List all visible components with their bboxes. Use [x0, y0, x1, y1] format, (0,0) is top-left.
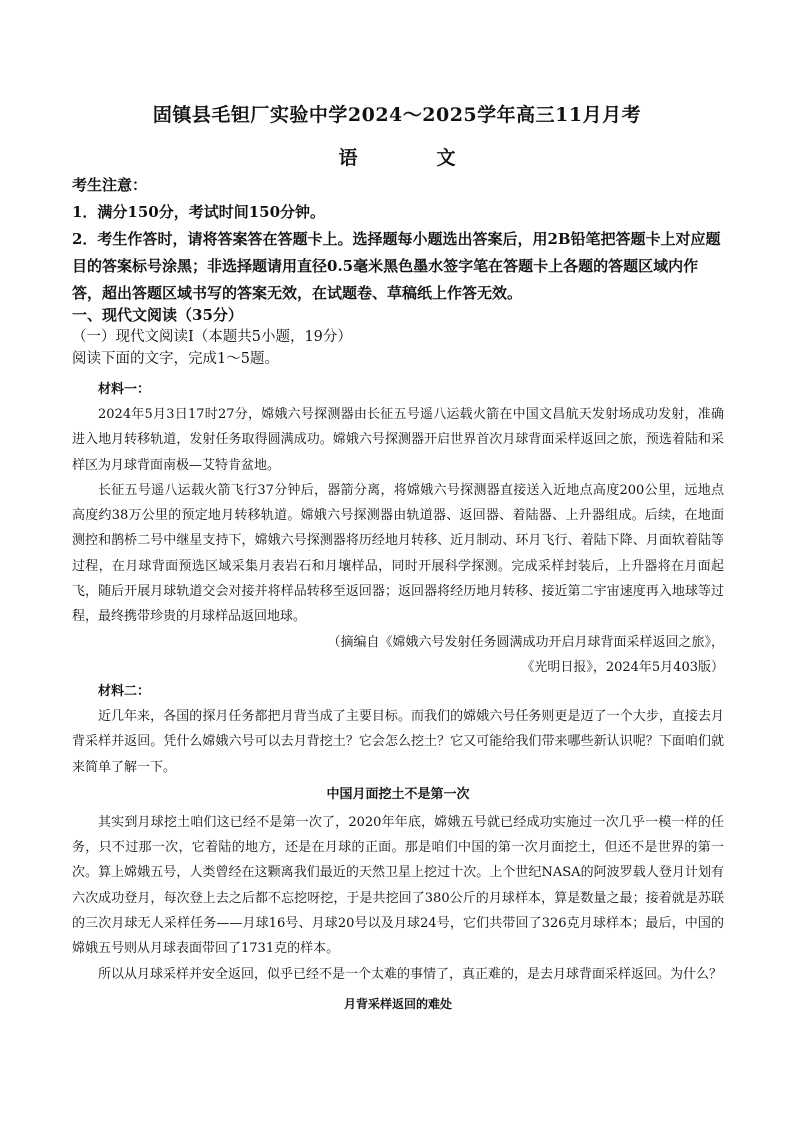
- material-2-paragraph: 所以从月球采样并安全返回，似乎已经不是一个太难的事情了，真正难的，是去月球背面采样返回。为什么？: [98, 966, 723, 982]
- notice-heading: 考生注意：: [72, 176, 148, 194]
- material-2-paragraph: 其实到月球挖土咱们这已经不是第一次了，2020年年底，嫦娥五号就已经成功实施过一次几乎一模一样的任务，只不过那一次，它着陆的地方，还是在月球的正面。那是咱们中国的第一次月面挖土，但还不是世界的第一次。算上嫦娥五号，人类曾经在这颗离我们最近的天然卫星上挖过十次。上个世纪NASA的阿波罗载人登月计划有六次成功登月，每次登上去之后都不忘挖呀挖，于是共挖回了380公斤的月球样本，算是数量之最；接着就是苏联的三次月球无人采样任务——月球16号、月球20号以及月球24号，它们共带回了326克月球样本；最后，中国的嫦娥五号则从月球表面带回了1731克的样本。: [72, 814, 724, 957]
- section-header: [72, 304, 724, 370]
- exam-notice: [72, 172, 724, 307]
- material-1-paragraph: 长征五号遥八运载火箭飞行37分钟后，器箭分离，将嫦娥六号探测器直接送入近地点高度200公里，远地点高度约38万公里的预定地月转移轨道。嫦娥六号探测器由轨道器、返回器、着陆器、上升器组成。后续，在地面测控和鹊桥二号中继星支持下，嫦娥六号探测器将历经地月转移、近月制动、环月飞行、着陆下降、月面软着陆等过程，在月球背面预选区域采集月表岩石和月壤样品，同时开展科学探测。完成采样封装后，上升器将在月面起飞，随后开展月球轨道交会对接并将样品转移至返回器；返回器将经历地月转移、接近第二宇宙速度再入地球等过程，最终携带珍贵的月球样品返回地球。: [72, 482, 724, 625]
- material-1-source-line-1: （摘编自《嫦娥六号发射任务圆满成功开启月球背面采样返回之旅》，: [327, 634, 724, 650]
- material-1-source-line-2: 《光明日报》，2024年5月403版）: [521, 659, 724, 675]
- part-heading: 一、现代文阅读（35分）: [72, 306, 243, 324]
- material-2: [72, 680, 724, 1021]
- material-2-heading-1: 中国月面挖土不是第一次: [326, 786, 470, 802]
- reading-instruction: 阅读下面的文字，完成1～5题。: [72, 351, 279, 367]
- material-1-label: 材料一：: [98, 382, 151, 397]
- exam-title: 固镇县毛钽厂实验中学2024～2025学年高三11月月考: [152, 104, 642, 126]
- material-2-heading-2: 月背采样返回的难处: [343, 996, 452, 1011]
- material-1-paragraph: 2024年5月3日17时27分，嫦娥六号探测器由长征五号遥八运载火箭在中国文昌航天发射场成功发射，准确进入地月转移轨道，发射任务取得圆满成功。嫦娥六号探测器开启世界首次月球背面采样返回之旅，预选着陆和采样区为月球背面南极—艾特肯盆地。: [72, 407, 724, 473]
- material-2-paragraph: 近几年来，各国的探月任务都把月背当成了主要目标。而我们的嫦娥六号任务则更是迈了一个大步，直接去月背采样并返回。凭什么嫦娥六号可以去月背挖土？它会怎么挖土？它又可能给我们带来哪些新认识呢？下面咱们就来简单了解一下。: [72, 709, 724, 775]
- subsection-heading: （一）现代文阅读Ⅰ（本题共5小题，19分）: [72, 329, 352, 345]
- notice-item-1: 1．满分150分，考试时间150分钟。: [72, 203, 326, 221]
- material-1: [72, 378, 724, 680]
- material-2-label: 材料二：: [98, 684, 151, 699]
- notice-item-2: 2．考生作答时，请将答案答在答题卡上。选择题每小题选出答案后，用2B铅笔把答题卡上对应题目的答案标号涂黑；非选择题请用直径0.5毫米黑色墨水签字笔在答题卡上各题的答题区域内作答，超出答题区域书写的答案无效，在试题卷、草稿纸上作答无效。: [72, 230, 721, 302]
- subject-title: 语 文: [338, 147, 486, 169]
